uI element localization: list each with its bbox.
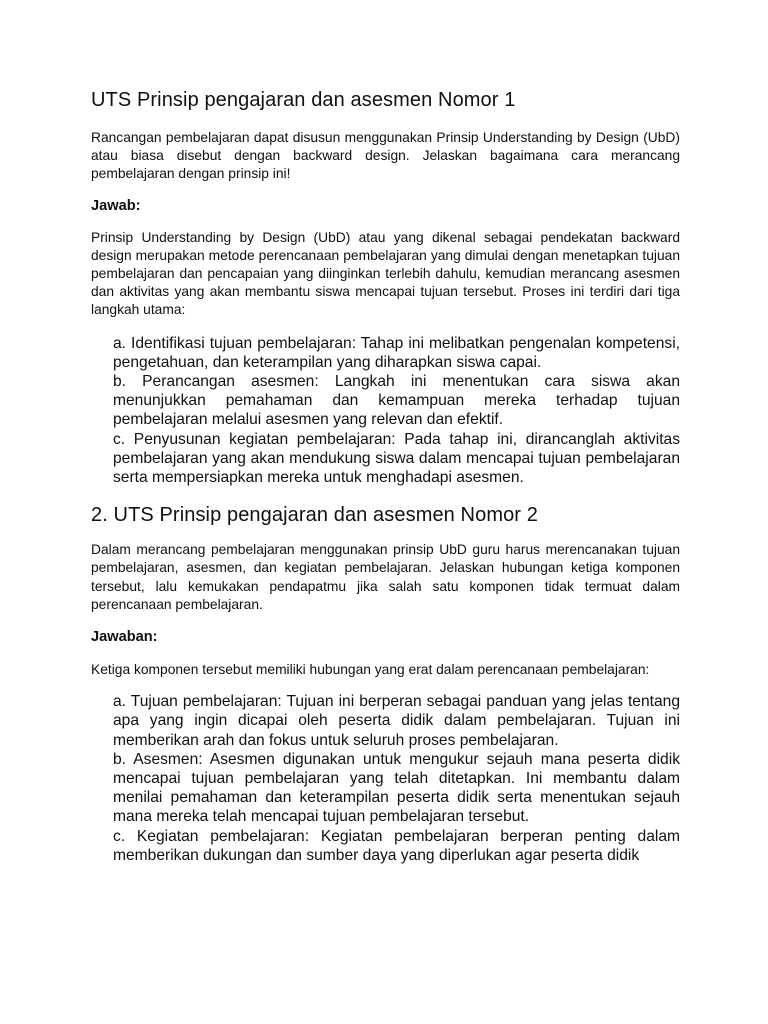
section-1-step-b: b. Perancangan asesmen: Langkah ini menentukan cara siswa akan menunjukkan pemahaman dan kemampuan mereka terhadap tujuan pembelajaran melalui asesmen yang relevan dan efektif. [113,373,680,429]
section-2-answer-intro: Ketiga komponen tersebut memiliki hubungan yang erat dalam perencanaan pembelajaran: [91,662,650,678]
section-2-component-b: b. Asesmen: Asesmen digunakan untuk mengukur sejauh mana peserta didik mencapai tujuan pembelajaran yang telah ditetapkan. Ini membantu dalam menilai pemahaman dan keterampilan peserta didik serta menentukan sejauh mana mereka telah mencapai tujuan pembelajaran tersebut. [113,750,680,826]
section-1-step-c: c. Penyusunan kegiatan pembelajaran: Pada tahap ini, dirancanglah aktivitas pembelajaran yang akan mendukung siswa dalam mencapai tujuan pembelajaran serta mempersiapkan mereka untuk menghadapi asesmen. [113,430,680,487]
section-1-step-a: a. Identifikasi tujuan pembelajaran: Tahap ini melibatkan pengenalan kompetensi, pengetahuan, dan keterampilan yang diharapkan siswa capai. [113,334,680,371]
section-1-question: Rancangan pembelajaran dapat disusun menggunakan Prinsip Understanding by Design (UbD) atau biasa disebut dengan backward design. Jelaskan bagaimana cara merancang pembelajaran dengan prinsip ini! [91,130,680,182]
section-1-answer-label: Jawab: [91,197,141,214]
section-1-steps-list [91,334,680,488]
section-2-question: Dalam merancang pembelajaran menggunakan prinsip UbD guru harus merencanakan tujuan pembelajaran, asesmen, dan kegiatan pembelajaran. Jelaskan hubungan ketiga komponen tersebut, lalu kemukakan pendapatmu jika salah satu komponen tidak termuat dalam perencanaan pembelajaran. [91,542,680,612]
section-2-component-c: c. Kegiatan pembelajaran: Kegiatan pembelajaran berperan penting dalam memberikan dukungan dan sumber daya yang diperlukan agar peserta didik [113,827,680,864]
section-1-title: UTS Prinsip pengajaran dan asesmen Nomor 1 [91,89,516,111]
section-1-answer-intro: Prinsip Understanding by Design (UbD) atau yang dikenal sebagai pendekatan backward design merupakan metode perencanaan pembelajaran yang dimulai dengan menetapkan tujuan pembelajaran dan pencapaian yang diinginkan terlebih dahulu, kemudian merancang asesmen dan aktivitas yang akan membantu siswa mencapai tujuan tersebut. Proses ini terdiri dari tiga langkah utama: [91,229,680,318]
section-2-answer-label: Jawaban: [91,629,158,646]
section-2-title: 2. UTS Prinsip pengajaran dan asesmen Nomor 2 [91,504,538,527]
section-2-components-list [91,692,680,865]
section-2-component-a: a. Tujuan pembelajaran: Tujuan ini berperan sebagai panduan yang jelas tentang apa yang ingin dicapai oleh peserta didik dalam pembelajaran. Tujuan ini memberikan arah dan fokus untuk seluruh proses pembelajaran. [113,693,680,749]
